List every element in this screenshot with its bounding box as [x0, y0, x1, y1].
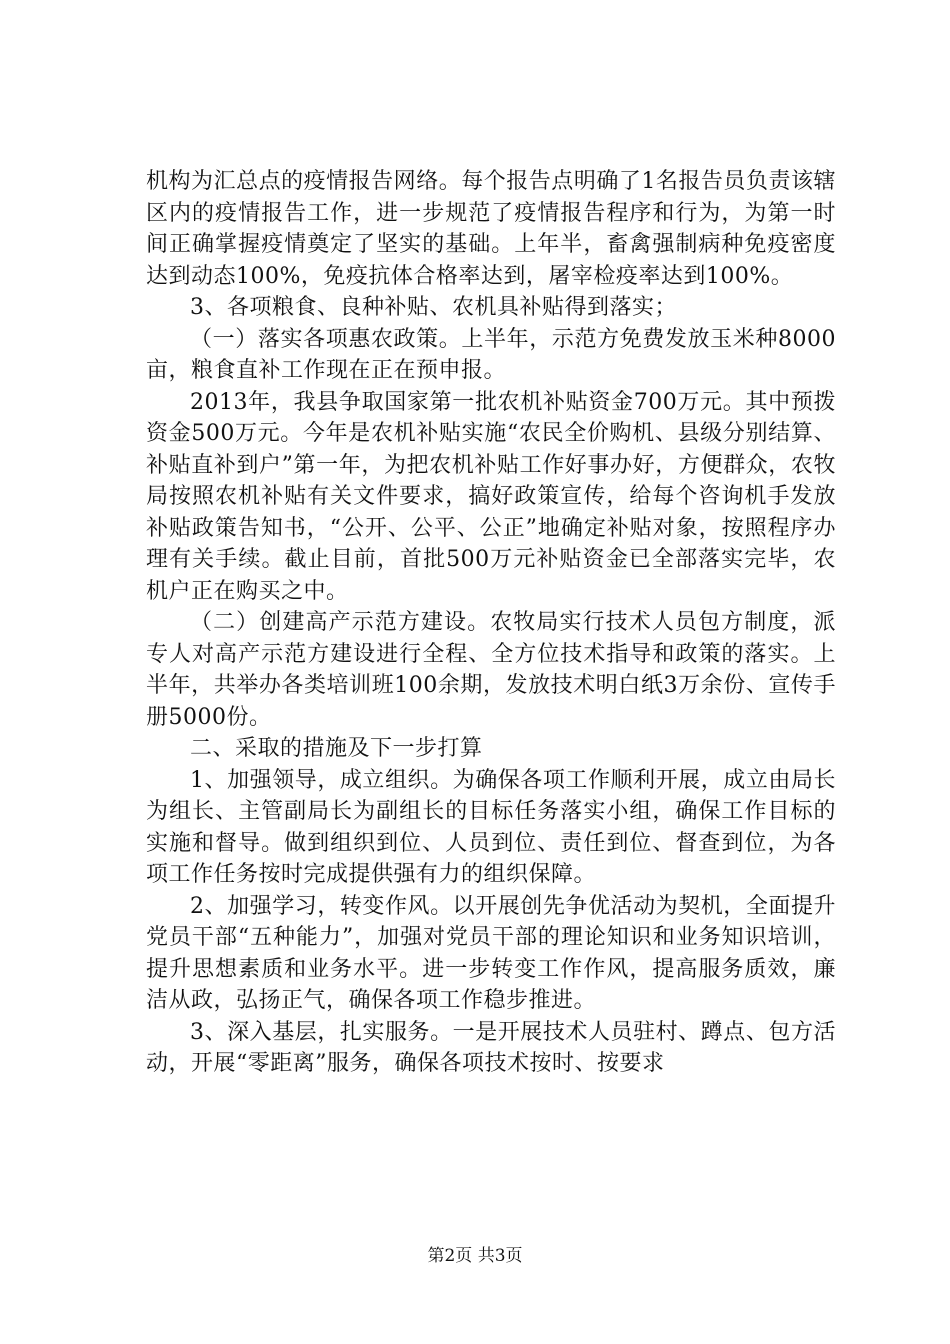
paragraph-leadership: 1、加强领导，成立组织。为确保各项工作顺利开展，成立由局长为组长、主管副局长为副组长的目标任务落实小组，确保工作目标的实施和督导。做到组织到位、人员到位、责任到位、督查到位，为各项工作任务按时完成提供强有力的组织保障。: [146, 767, 836, 887]
paragraph-policy-implementation: （一）落实各项惠农政策。上半年，示范方免费发放玉米种8000亩，粮食直补工作现在正在预申报。: [146, 326, 836, 383]
section-heading-measures: 二、采取的措施及下一步打算: [190, 736, 483, 761]
page-footer: 第2页 共3页: [427, 1246, 523, 1266]
paragraph-study-style: 2、加强学习，转变作风。以开展创先争优活动为契机，全面提升党员干部“五种能力”，加强对党员干部的理论知识和业务知识培训，提升思想素质和业务水平。进一步转变工作作风，提高服务质效，廉洁从政，弘扬正气，确保各项工作稳步推进。: [146, 893, 836, 1013]
paragraph-machinery-subsidy: 2013年，我县争取国家第一批农机补贴资金700万元。其中预拨资金500万元。今年是农机补贴实施“农民全价购机、县级分别结算、补贴直补到户”第一年，为把农机补贴工作好事办好，方便群众，农牧局按照农机补贴有关文件要求，搞好政策宣传，给每个咨询机手发放补贴政策告知书，“公开、公平、公正”地确定补贴对象，按照程序办理有关手续。截止目前，首批500万元补贴资金已全部落实完毕，农机户正在购买之中。: [146, 389, 836, 604]
paragraph-demonstration-plots: （二）创建高产示范方建设。农牧局实行技术人员包方制度，派专人对高产示范方建设进行全程、全方位技术指导和政策的落实。上半年，共举办各类培训班100余期，发放技术明白纸3万余份、宣传手册5000份。: [146, 610, 836, 730]
paragraph-epidemic-report: 机构为汇总点的疫情报告网络。每个报告点明确了1名报告员负责该辖区内的疫情报告工作，进一步规范了疫情报告程序和行为，为第一时间正确掌握疫情奠定了坚实的基础。上年半，畜禽强制病种免疫密度达到动态100%，免疫抗体合格率达到，屠宰检疫率达到100%。: [146, 169, 836, 289]
document-body: [146, 166, 836, 1080]
paragraph-subsidy-heading: 3、各项粮食、良种补贴、农机具补贴得到落实；: [190, 295, 677, 320]
paragraph-grassroots-service: 3、深入基层，扎实服务。一是开展技术人员驻村、蹲点、包方活动，开展“零距离”服务，确保各项技术按时、按要求: [146, 1019, 836, 1076]
